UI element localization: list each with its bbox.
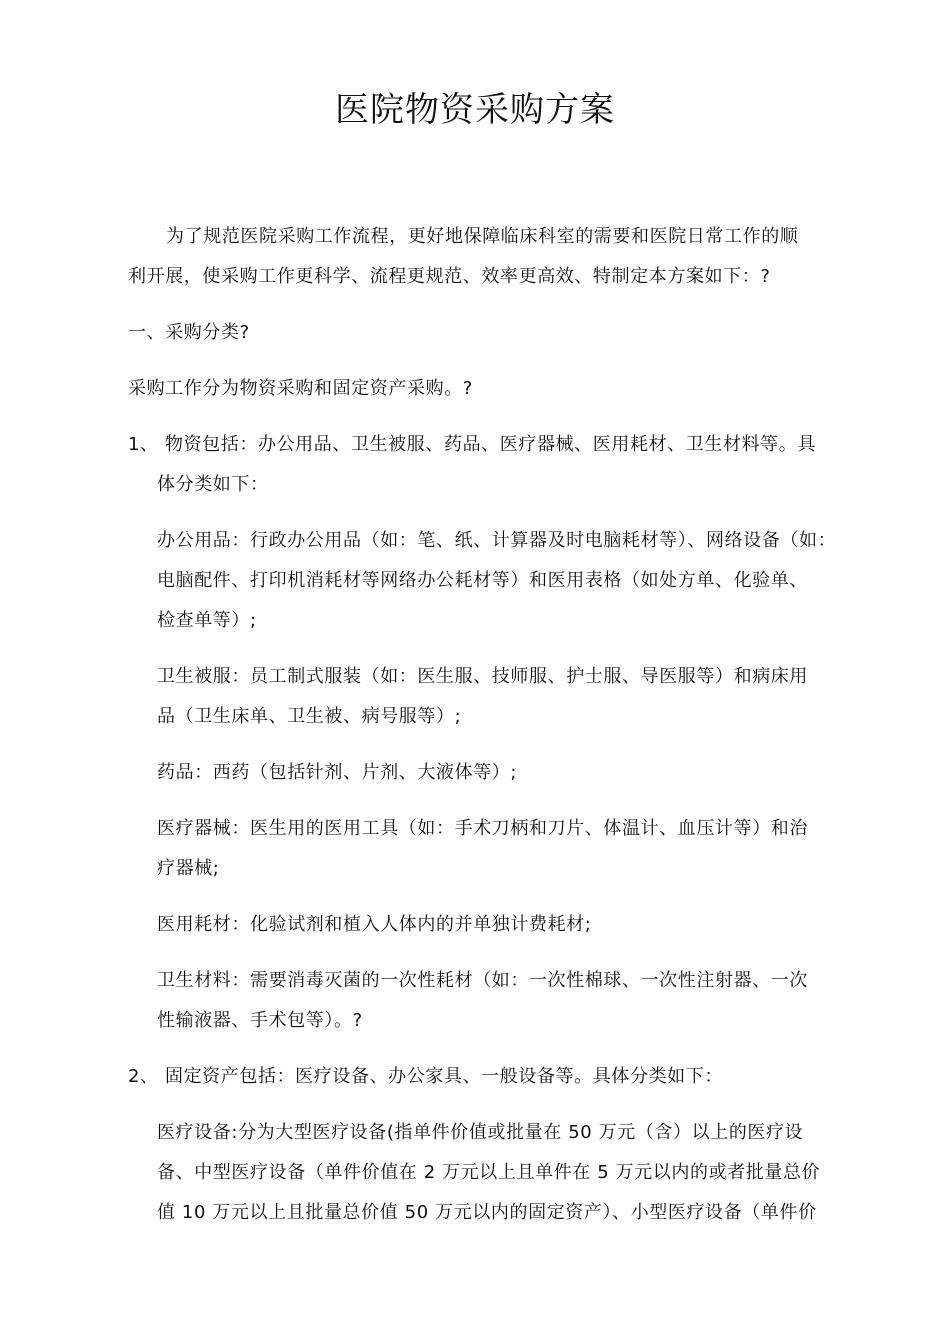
medicine-line-1: 药品：西药（包括针剂、片剂、大液体等）; <box>157 762 518 783</box>
hygiene-materials-line-2: 性输液器、手术包等）。? <box>157 1010 363 1031</box>
section-summary: 采购工作分为物资采购和固定资产采购。? <box>128 378 473 399</box>
office-supplies-line-2: 电脑配件、打印机消耗材等网络办公耗材等）和医用表格（如处方单、化验单、 <box>157 570 808 591</box>
intro-line-2: 利开展，使采购工作更科学、流程更规范、效率更高效、特制定本方案如下：? <box>128 266 771 287</box>
medical-devices-line-2: 疗器械; <box>157 858 220 879</box>
consumables-line-1: 医用耗材：化验试剂和植入人体内的并单独计费耗材; <box>157 914 592 935</box>
intro-line-1: 为了规范医院采购工作流程，更好地保障临床科室的需要和医院日常工作的顺 <box>166 226 799 247</box>
item-1-line-2: 体分类如下： <box>157 474 269 495</box>
bedding-line-1: 卫生被服：员工制式服装（如：医生服、技师服、护士服、导医服等）和病床用 <box>157 666 808 687</box>
medical-equipment-line-2: 备、中型医疗设备（单件价值在 2 万元以上且单件在 5 万元以内的或者批量总价 <box>157 1162 821 1183</box>
item-1-line-1: 1、 物资包括：办公用品、卫生被服、药品、医疗器械、医用耗材、卫生材料等。具 <box>128 434 816 455</box>
office-supplies-line-3: 检查单等）; <box>157 610 257 631</box>
bedding-line-2: 品（卫生床单、卫生被、病号服等）; <box>157 706 462 727</box>
office-supplies-line-1: 办公用品：行政办公用品（如：笔、纸、计算器及时电脑耗材等）、网络设备（如： <box>157 530 837 551</box>
medical-equipment-line-3: 值 10 万元以上且批量总价值 50 万元以内的固定资产）、小型医疗设备（单件价 <box>157 1202 817 1223</box>
section-heading-classification: 一、采购分类? <box>128 322 250 343</box>
document-title: 医院物资采购方案 <box>335 90 615 130</box>
medical-devices-line-1: 医疗器械：医生用的医用工具（如：手术刀柄和刀片、体温计、血压计等）和治 <box>157 818 808 839</box>
item-2-line-1: 2、 固定资产包括：医疗设备、办公家具、一般设备等。具体分类如下： <box>128 1066 723 1087</box>
medical-equipment-line-1: 医疗设备:分为大型医疗设备(指单件价值或批量在 50 万元（含）以上的医疗设 <box>157 1122 804 1143</box>
hygiene-materials-line-1: 卫生材料：需要消毒灭菌的一次性耗材（如：一次性棉球、一次性注射器、一次 <box>157 970 808 991</box>
